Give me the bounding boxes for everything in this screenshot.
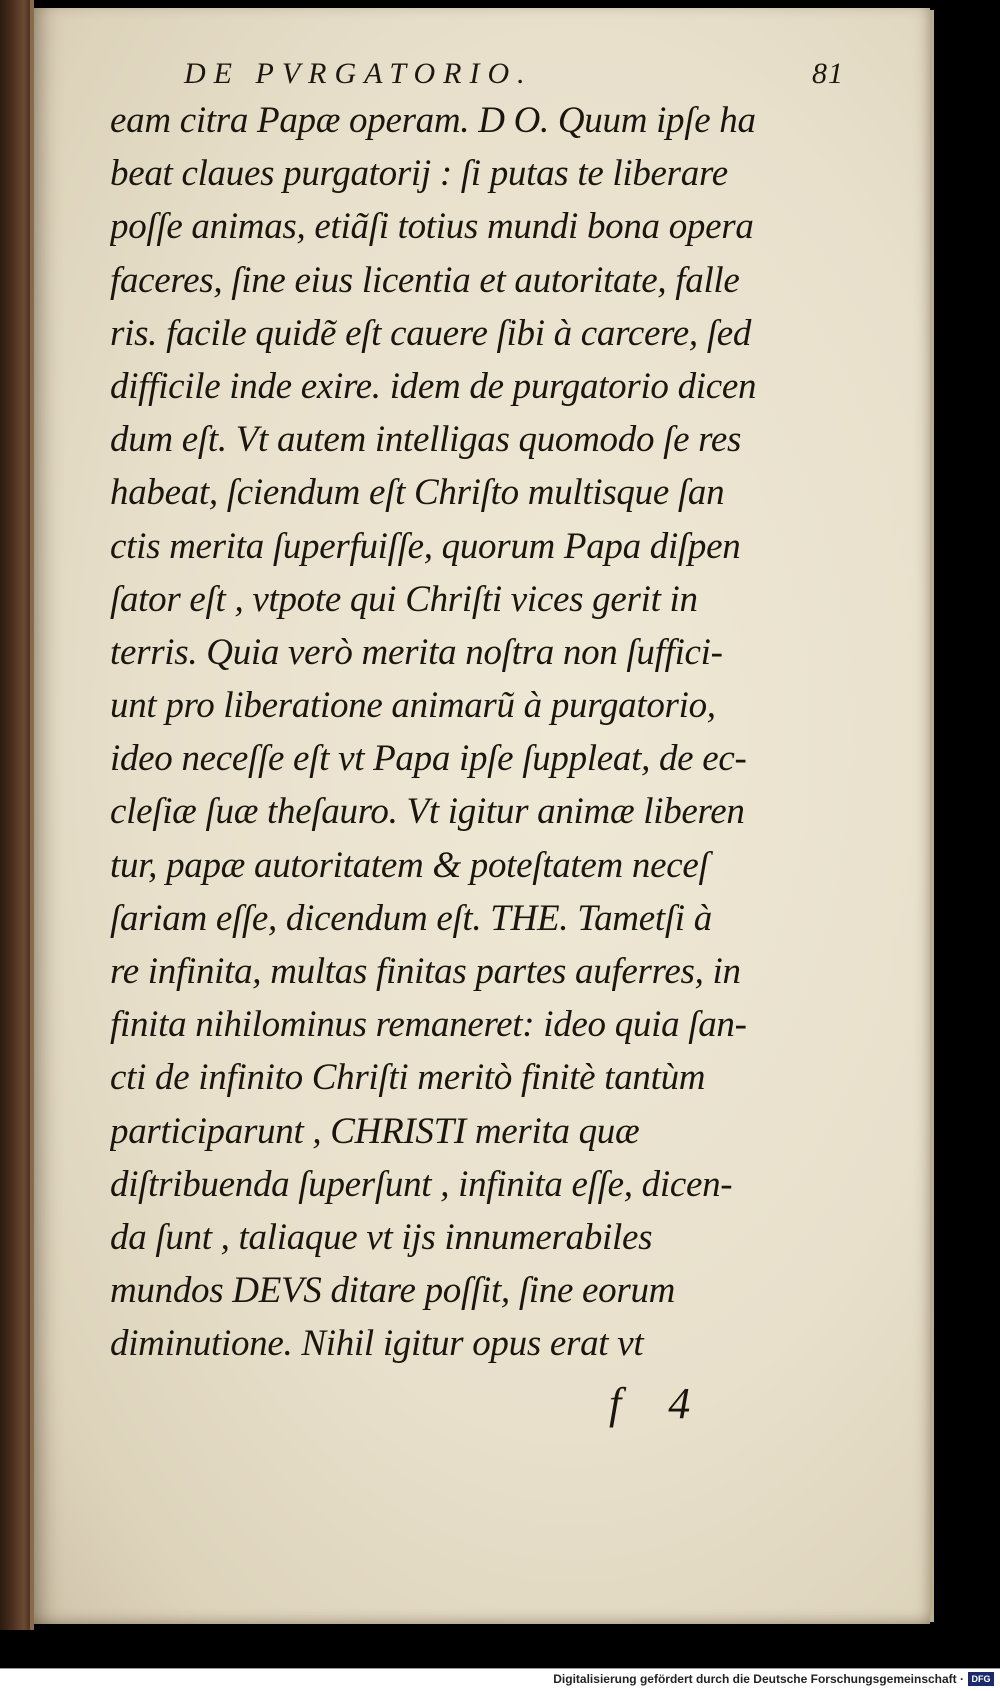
signature-mark: f 4 [609, 1379, 709, 1428]
page-header [184, 50, 844, 98]
text-line: ſator eſt , vtpote qui Chriſti vices gerit in [110, 578, 698, 620]
book-page [34, 8, 930, 1624]
text-line: da ſunt , taliaque vt ijs innumerabiles [110, 1216, 653, 1258]
running-title: DE PVRGATORIO. [184, 57, 533, 90]
text-line: diſtribuenda ſuperſunt , infinita eſſe, dicen- [110, 1163, 733, 1205]
text-line: difficile inde exire. idem de purgatorio dicen [110, 365, 757, 407]
text-line: cleſiæ ſuæ theſauro. Vt igitur animæ liberen [110, 791, 745, 833]
text-line: terris. Quia verò merita noſtra non ſuffici- [110, 631, 723, 673]
text-line: eam citra Papæ operam. D O. Quum ipſe ha [110, 100, 756, 141]
text-line: mundos DEVS ditare poſſit, ſine eorum [110, 1270, 676, 1312]
text-line: ctis merita ſuperfuiſſe, quorum Papa diſpen [110, 525, 741, 567]
text-line: tur, papæ autoritatem & poteſtatem neceſ [110, 844, 709, 886]
text-line: beat claues purgatorij : ſi putas te liberare [110, 153, 728, 195]
text-line: poſſe animas, etiãſi totius mundi bona opera [110, 206, 754, 248]
text-line: unt pro liberatione animarũ à purgatorio, [110, 685, 716, 727]
text-line: faceres, ſine eius licentia et autoritate, falle [110, 259, 740, 301]
page-edge [930, 10, 934, 1622]
text-line: cti de infinito Chriſti meritò finitè tantùm [110, 1057, 706, 1099]
text-line: participarunt , CHRISTI merita quæ [110, 1110, 640, 1152]
text-line: dum eſt. Vt autem intelligas quomodo ſe res [110, 419, 742, 461]
dfg-logo: DFG [968, 1672, 994, 1686]
book-spine [0, 0, 34, 1630]
footer-bar [0, 1668, 1000, 1691]
text-line: ris. facile quidẽ eſt cauere ſibi à carcere, ſed [110, 312, 752, 354]
folio-number: 81 [812, 57, 844, 90]
text-line: habeat, ſciendum eſt Chriſto multisque ſan [110, 472, 725, 514]
text-line: finita nihilominus remaneret: ideo quia ſan- [110, 1004, 747, 1046]
body-text [110, 94, 830, 1371]
text-line: ſariam eſſe, dicendum eſt. THE. Tametſi à [110, 897, 712, 939]
text-line: re infinita, multas finitas partes auferres, in [110, 951, 741, 992]
digitization-credit: Digitalisierung gefördert durch die Deutsche Forschungsgemeinschaft · [553, 1672, 964, 1686]
text-line: ideo neceſſe eſt vt Papa ipſe ſuppleat, de ec- [110, 738, 747, 780]
text-line: diminutione. Nihil igitur opus erat vt [110, 1323, 644, 1365]
